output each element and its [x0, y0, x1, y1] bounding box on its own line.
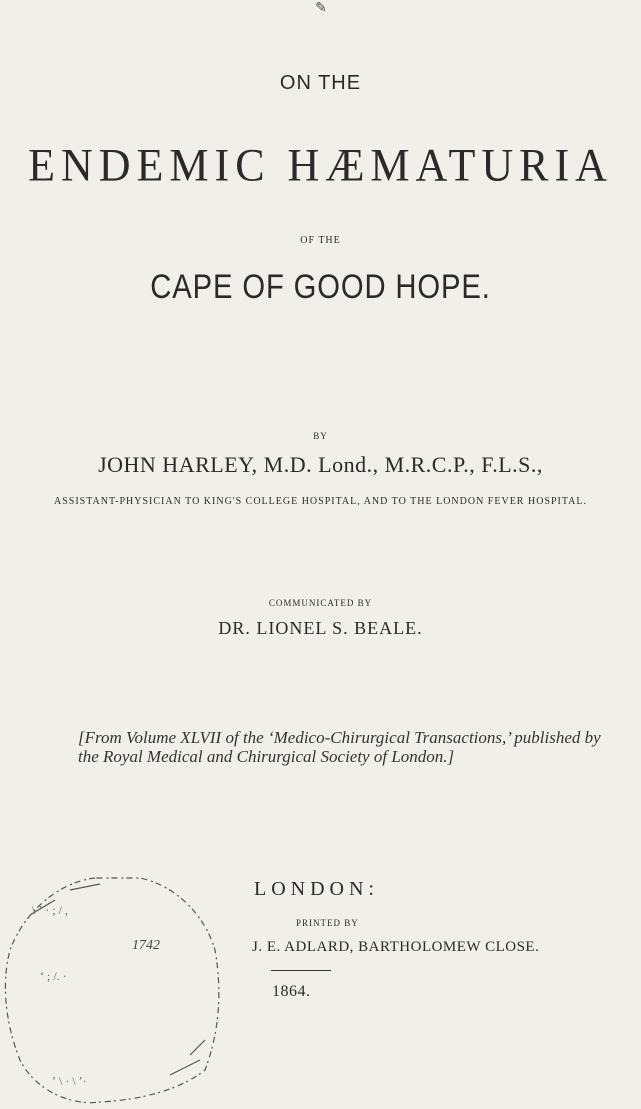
author-affiliation: ASSISTANT-PHYSICIAN TO KING'S COLLEGE HOSPITAL, AND TO THE LONDON FEVER HOSPITAL.	[53, 496, 588, 507]
imprint-year: 1864.	[272, 983, 311, 1000]
svg-text:ʼ \ · \ ʼ·: ʼ \ · \ ʼ·	[52, 1074, 87, 1088]
svg-text:ʻ ; /. ·: ʻ ; /. ·	[40, 969, 67, 983]
printed-by-label: PRINTED BY	[296, 918, 359, 928]
imprint-divider	[271, 970, 331, 971]
svg-text:\ ʼ · ; / ,: \ ʼ · ; / ,	[32, 903, 68, 917]
printer-name: J. E. ADLARD, BARTHOLOMEW CLOSE.	[252, 939, 540, 955]
communicator-name: DR. LIONEL S. BEALE.	[218, 618, 423, 638]
ink-smudge: ✎	[315, 1, 327, 16]
author-name: JOHN HARLEY, M.D. Lond., M.R.C.P., F.L.S.,	[98, 452, 543, 477]
on-the-heading: ON THE	[279, 72, 362, 94]
stamp-handwritten-number: 1742	[132, 938, 160, 953]
document-title: ENDEMIC HÆMATURIA	[28, 139, 613, 192]
citation-note: [From Volume XLVII of the ‘Medico-Chirurgical Transactions,’ published by the Royal Medical and Chirurgical Society of London.]	[78, 728, 601, 766]
library-stamp	[0, 870, 230, 1109]
by-label: BY	[313, 431, 328, 441]
imprint-city: LONDON:	[254, 878, 379, 900]
communicated-by-label: COMMUNICATED BY	[268, 598, 373, 608]
of-the-heading: OF THE	[300, 235, 341, 246]
place-heading: CAPE OF GOOD HOPE.	[150, 268, 491, 306]
